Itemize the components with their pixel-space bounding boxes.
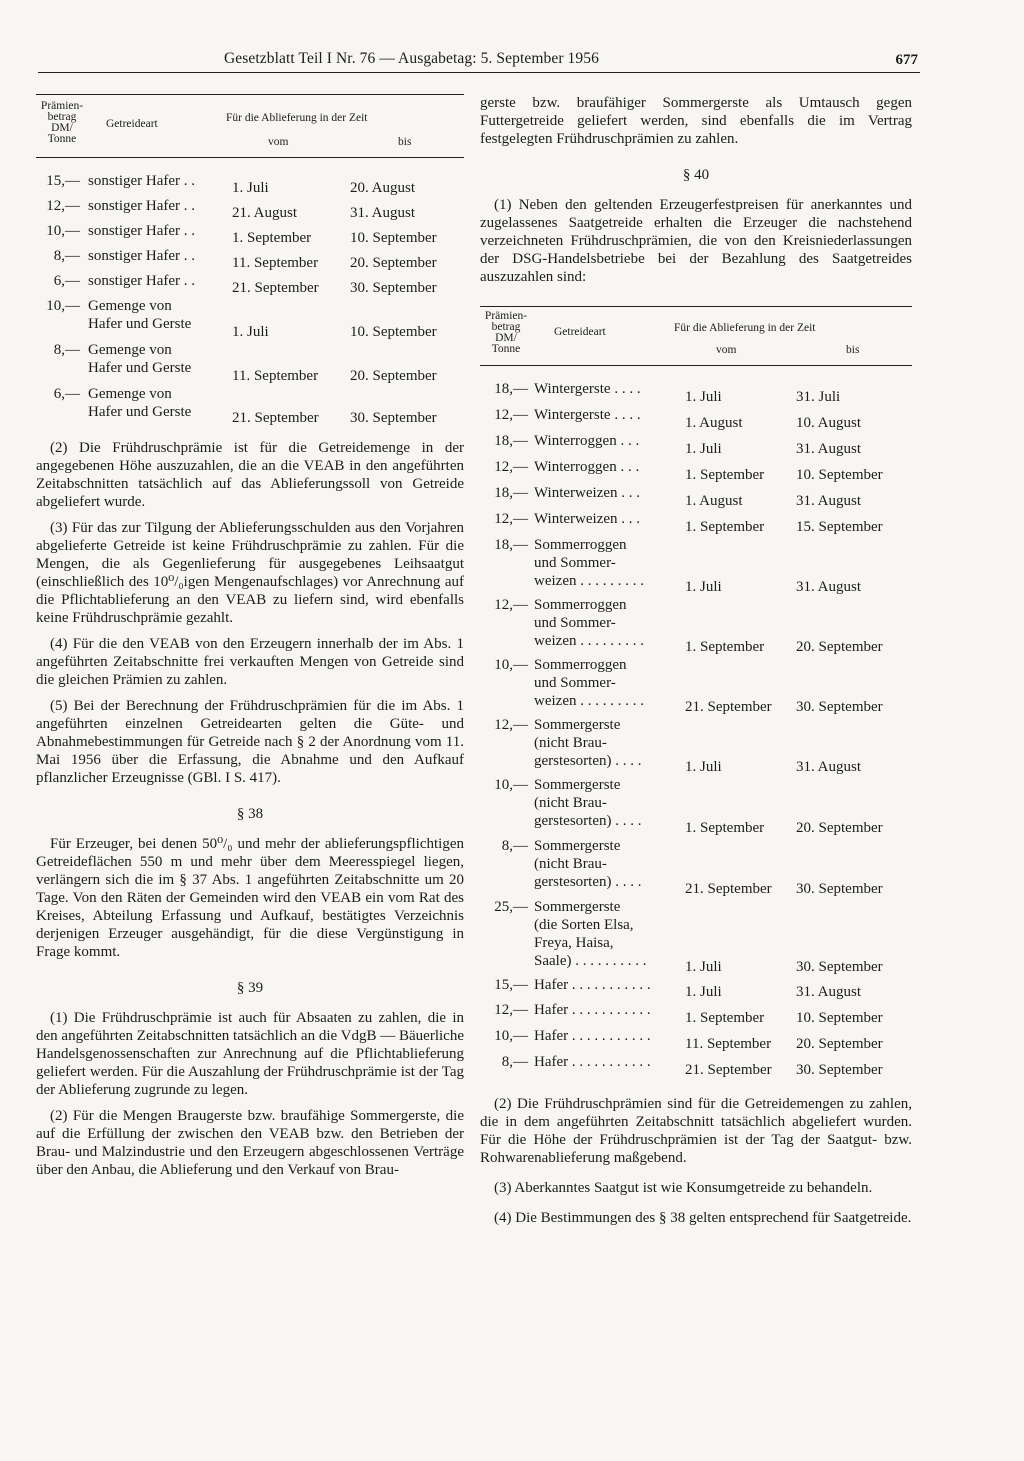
table-row: 12,— Winterweizen . . . 1. September 15. September [494,511,883,535]
left-column [36,94,464,1179]
section-38-text: Für Erzeuger, bei denen 50⁰/₀ und mehr der ablieferungspflichtigen Getreideflächen 550 m und mehr über dem Meeresspiegel liegen, verlängern sich die im § 37 Abs. 1 angeführten Zeitabschnitte um 20 Tage. Von den Räten der Gemeinden wird den VEAB ein vom Rat des Kreises, Abteilung Erfassung und Aufkauf, bestätigtes Verzeichnis derjenigen Erzeuger ausgehändigt, für die diese Vergünstigung in Frage kommt. [36,836,464,960]
table-header [480,306,912,366]
paragraph-3: (3) Für das zur Tilgung der Ablieferungsschulden aus den Vorjahren abgelieferte Getreide ist keine Frühdruschprämie zu zahlen. Für die Mengen, die als Gegenlieferung für ausgegebenes Leihsaatgut (einschließlich des 10⁰/₀igen Mengenaufschlages) vor Anrechnung auf die Pflichtablieferung an den VEAB zu liefern sind, wird ebenfalls keine Frühdruschprämie gezahlt. [36,520,464,626]
header-vom: vom [268,136,289,148]
section-39-title: § 39 [236,980,264,996]
section-39-paragraph-2: (2) Für die Mengen Braugerste bzw. braufähige Sommergerste, die auf die Erfüllung der zwischen den VEAB bzw. den Betrieben der Brau- und Malzindustrie und den Erzeugern abgeschlossenen Verträge über den Anbau, die Ablieferung und den Verkauf von Brau- [36,1108,464,1178]
header-ablieferung: Für die Ablieferung in der Zeit [674,322,816,334]
section-39-paragraph-1: (1) Die Frühdruschprämie ist auch für Absaaten zu zahlen, die in den angeführten Zeitabschnitten tatsächlich an die VdgB — Bäuerliche Handelsgenossenschaften zur Anrechnung auf die Pflichtablieferung geliefert werden. Für die Auszahlung der Frühdruschprämie ist der Tag der Ablieferung zugrunde zu legen. [36,1010,464,1098]
table-row: 8,— Gemenge von Hafer und Gerste 11. September 20. September [53,342,437,384]
table-row: 10,— Sommergerste (nicht Brau- gerstesorten) . . . . 1. September 20. September [494,777,883,836]
continued-text: gerste bzw. braufähiger Sommergerste als Umtausch gegen Futtergetreide geliefert werden, sind ebenfalls die im Vertrag festgelegten Frühdruschprämien zu zahlen. [480,95,912,147]
header-rule [38,72,920,73]
table-row: 10,— Hafer . . . . . . . . . . . 11. September 20. September [494,1028,883,1052]
table-row: 6,— sonstiger Hafer . . 21. September 30. September [53,273,437,296]
running-header [38,50,918,72]
section-40-paragraph-1: (1) Neben den geltenden Erzeugerfestpreisen für anerkanntes und zugelassenes Saatgetreide erhalten die Erzeuger die nachstehend verzeichneten Frühdruschprämien, die von den Kreisniederlassungen der DSG-Handelsbetriebe bei der Bezahlung des Saatgetreides auszuzahlen sind: [480,197,912,285]
table-row: 8,— Hafer . . . . . . . . . . . 21. September 30. September [501,1054,883,1078]
header-getreideart: Getreideart [106,118,158,130]
section-40-paragraph-4: (4) Die Bestimmungen des § 38 gelten entsprechend für Saatgetreide. [494,1210,912,1226]
paragraph-2: (2) Die Frühdruschprämie ist für die Getreidemenge in der angegebenen Höhe auszuzahlen, die an die VEAB in den angeführten Zeitabschnitten tatsächlich auf das Ablieferungssoll von Getreide abgeliefert wurde. [36,440,464,510]
table-row: 12,— Hafer . . . . . . . . . . . 1. September 10. September [494,1002,883,1026]
table-row: 10,— Sommerroggen und Sommer- weizen . . . . . . . . . 21. September 30. September [494,657,883,715]
table-row: 12,— Sommerroggen und Sommer- weizen . . . . . . . . . 1. September 20. September [494,597,883,655]
header-praemie: Prämien- betrag DM/ Tonne [40,100,84,145]
header-ablieferung: Für die Ablieferung in der Zeit [226,112,368,124]
table-row: 10,— Gemenge von Hafer und Gerste 1. Juli 10. September [46,298,437,340]
right-column [480,94,912,1227]
table-row: 18,— Winterroggen . . . 1. Juli 31. August [494,433,862,457]
section-40-paragraph-3: (3) Aberkanntes Saatgut ist wie Konsumgetreide zu behandeln. [494,1180,873,1196]
header-bis: bis [398,136,412,148]
page-number: 677 [895,52,918,68]
table-row: 18,— Wintergerste . . . . 1. Juli 31. Juli [494,381,841,405]
section-40-title: § 40 [682,167,710,183]
premium-table-left [36,172,464,427]
table-row: 8,— Sommergerste (nicht Brau- gerstesorten) . . . . 21. September 30. September [501,838,883,897]
table-row: 12,— Wintergerste . . . . 1. August 10. August [494,407,862,431]
table-row: 8,— sonstiger Hafer . . 11. September 20. September [53,248,437,271]
table-row: 12,— sonstiger Hafer . . 21. August 31. August [46,198,416,221]
table-row: 15,— Hafer . . . . . . . . . . . 1. Juli 31. August [494,977,862,1000]
premium-table-right [480,380,912,1079]
table-row: 25,— Sommergerste (die Sorten Elsa, Freya, Haisa, Saale) . . . . . . . . . . 1. Juli 30. September [494,899,883,975]
table-header [36,94,464,158]
paragraph-4: (4) Für die den VEAB von den Erzeugern innerhalb der im Abs. 1 angeführten Zeitabschnitte frei verkauften Mengen von Getreide sind die gleichen Prämien zu zahlen. [36,636,464,688]
table-row: 15,— sonstiger Hafer . . 1. Juli 20. August [46,173,416,196]
table-row: 10,— sonstiger Hafer . . 1. September 10. September [46,223,437,246]
running-title: Gesetzblatt Teil I Nr. 76 — Ausgabetag: 5. September 1956 [224,50,599,67]
section-40-paragraph-2: (2) Die Frühdruschprämien sind für die Getreidemengen zu zahlen, die in dem angeführten Zeitabschnitt tatsächlich abgeliefert wurden. Für die Höhe der Frühdruschprämien ist der Tag der Saatgut- bzw. Rohwarenablieferung maßgebend. [480,1096,912,1166]
table-row: 18,— Winterweizen . . . 1. August 31. August [494,485,862,509]
section-38-title: § 38 [236,806,264,822]
header-bis: bis [846,344,860,356]
table-row: 12,— Winterroggen . . . 1. September 10. September [494,459,883,483]
header-vom: vom [716,344,737,356]
table-row: 6,— Gemenge von Hafer und Gerste 21. September 30. September [53,386,437,426]
paragraph-5: (5) Bei der Berechnung der Frühdruschprämien für die im Abs. 1 angeführten einzelnen Getreidearten gelten die Güte- und Abnahmebestimmungen für Getreide nach § 2 der Anordnung vom 11. Mai 1956 über die Erfassung, die Abnahme und den Aufkauf pflanzlicher Erzeugnisse (GBl. I S. 417). [36,698,464,786]
header-getreideart: Getreideart [554,326,606,338]
table-row: 18,— Sommerroggen und Sommer- weizen . . . . . . . . . 1. Juli 31. August [494,537,862,595]
header-praemie: Prämien- betrag DM/ Tonne [484,310,528,355]
table-row: 12,— Sommergerste (nicht Brau- gerstesorten) . . . . 1. Juli 31. August [494,717,862,775]
